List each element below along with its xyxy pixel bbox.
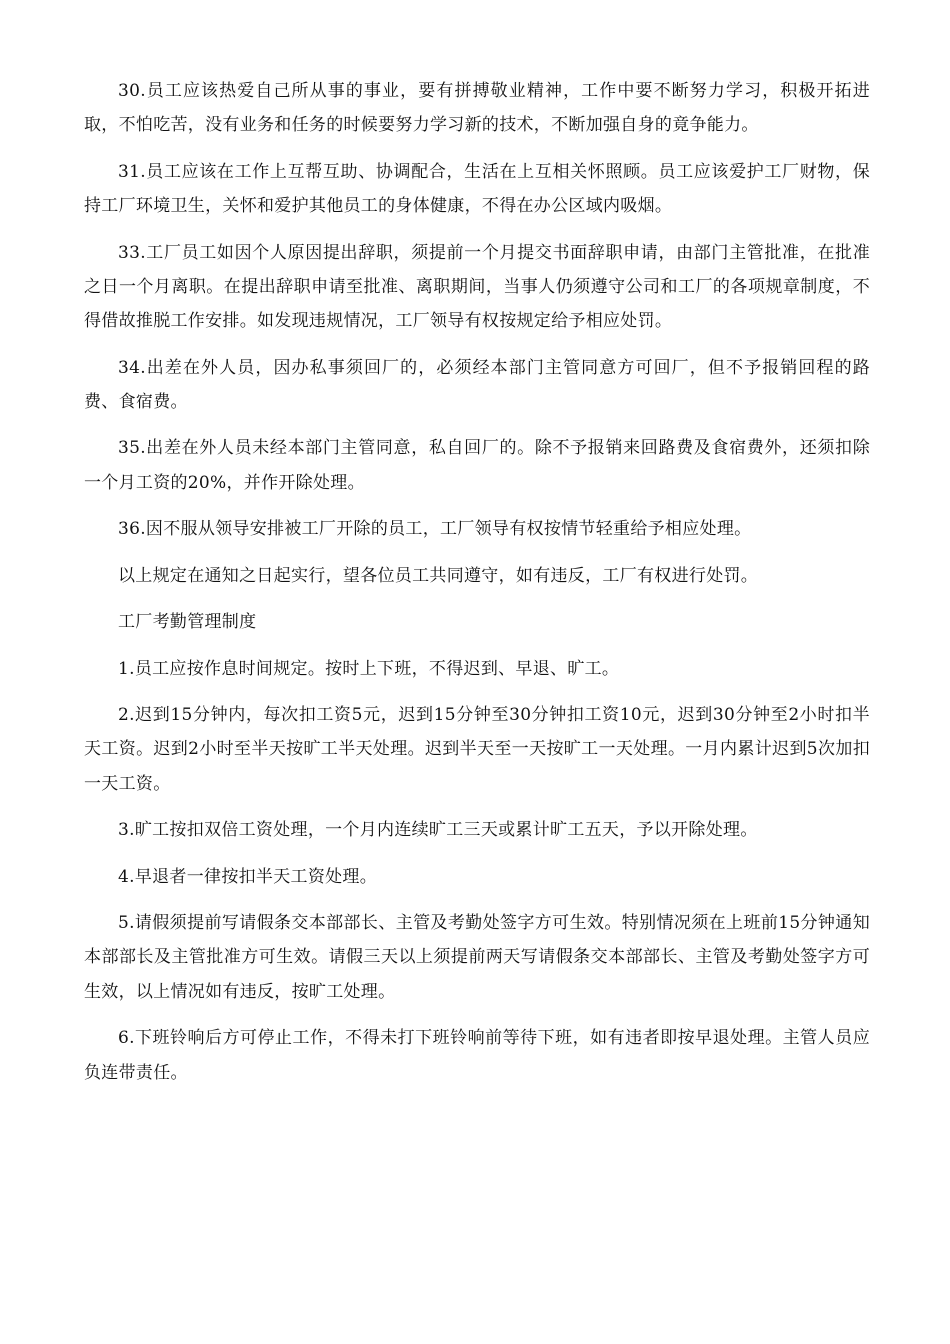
rule-30: 30.员工应该热爱自己所从事的事业，要有拼搏敬业精神，工作中要不断努力学习，积极开拓进取，不怕吃苦，没有业务和任务的时候要努力学习新的技术，不断加强自身的竟争能力。 (84, 81, 870, 136)
closing-statement: 以上规定在通知之日起实行，望各位员工共同遵守，如有违反，工厂有权进行处罚。 (118, 565, 759, 586)
document-page (84, 74, 870, 1102)
rule-34: 34.出差在外人员，因办私事须回厂的，必须经本部门主管同意方可回厂，但不予报销回程的路费、食宿费。 (84, 357, 870, 412)
rule-33: 33.工厂员工如因个人原因提出辞职，须提前一个月提交书面辞职申请，由部门主管批准，在批准之日一个月离职。在提出辞职申请至批准、离职期间，当事人仍须遵守公司和工厂的各项规章制度，不得借故推脱工作安排。如发现违规情况，工厂领导有权按规定给予相应处罚。 (84, 242, 870, 332)
attendance-rule-5: 5.请假须提前写请假条交本部部长、主管及考勤处签字方可生效。特别情况须在上班前15分钟通知本部部长及主管批准方可生效。请假三天以上须提前两天写请假条交本部部长、主管及考勤处签字方可生效，以上情况如有违反，按旷工处理。 (84, 913, 870, 1002)
section-title: 工厂考勤管理制度 (118, 612, 257, 633)
rule-36: 36.因不服从领导安排被工厂开除的员工，工厂领导有权按情节轻重给予相应处理。 (118, 519, 752, 540)
rule-31: 31.员工应该在工作上互帮互助、协调配合，生活在上互相关怀照顾。员工应该爱护工厂财物，保持工厂环境卫生，关怀和爱护其他员工的身体健康，不得在办公区域内吸烟。 (84, 161, 870, 217)
attendance-rule-2: 2.迟到15分钟内，每次扣工资5元，迟到15分钟至30分钟扣工资10元，迟到30分钟至2小时扣半天工资。迟到2小时至半天按旷工半天处理。迟到半天至一天按旷工一天处理。一月内累计迟到5次加扣一天工资。 (84, 705, 870, 794)
attendance-rule-1: 1.员工应按作息时间规定。按时上下班，不得迟到、早退、旷工。 (118, 658, 620, 679)
attendance-rule-6: 6.下班铃响后方可停止工作，不得未打下班铃响前等待下班，如有违者即按早退处理。主管人员应负连带责任。 (84, 1028, 870, 1083)
attendance-rule-4: 4.早退者一律按扣半天工资处理。 (118, 866, 378, 887)
rule-35: 35.出差在外人员未经本部门主管同意，私自回厂的。除不予报销来回路费及食宿费外，还须扣除一个月工资的20%，并作开除处理。 (84, 438, 870, 493)
attendance-rule-3: 3.旷工按扣双倍工资处理，一个月内连续旷工三天或累计旷工五天，予以开除处理。 (118, 820, 758, 841)
